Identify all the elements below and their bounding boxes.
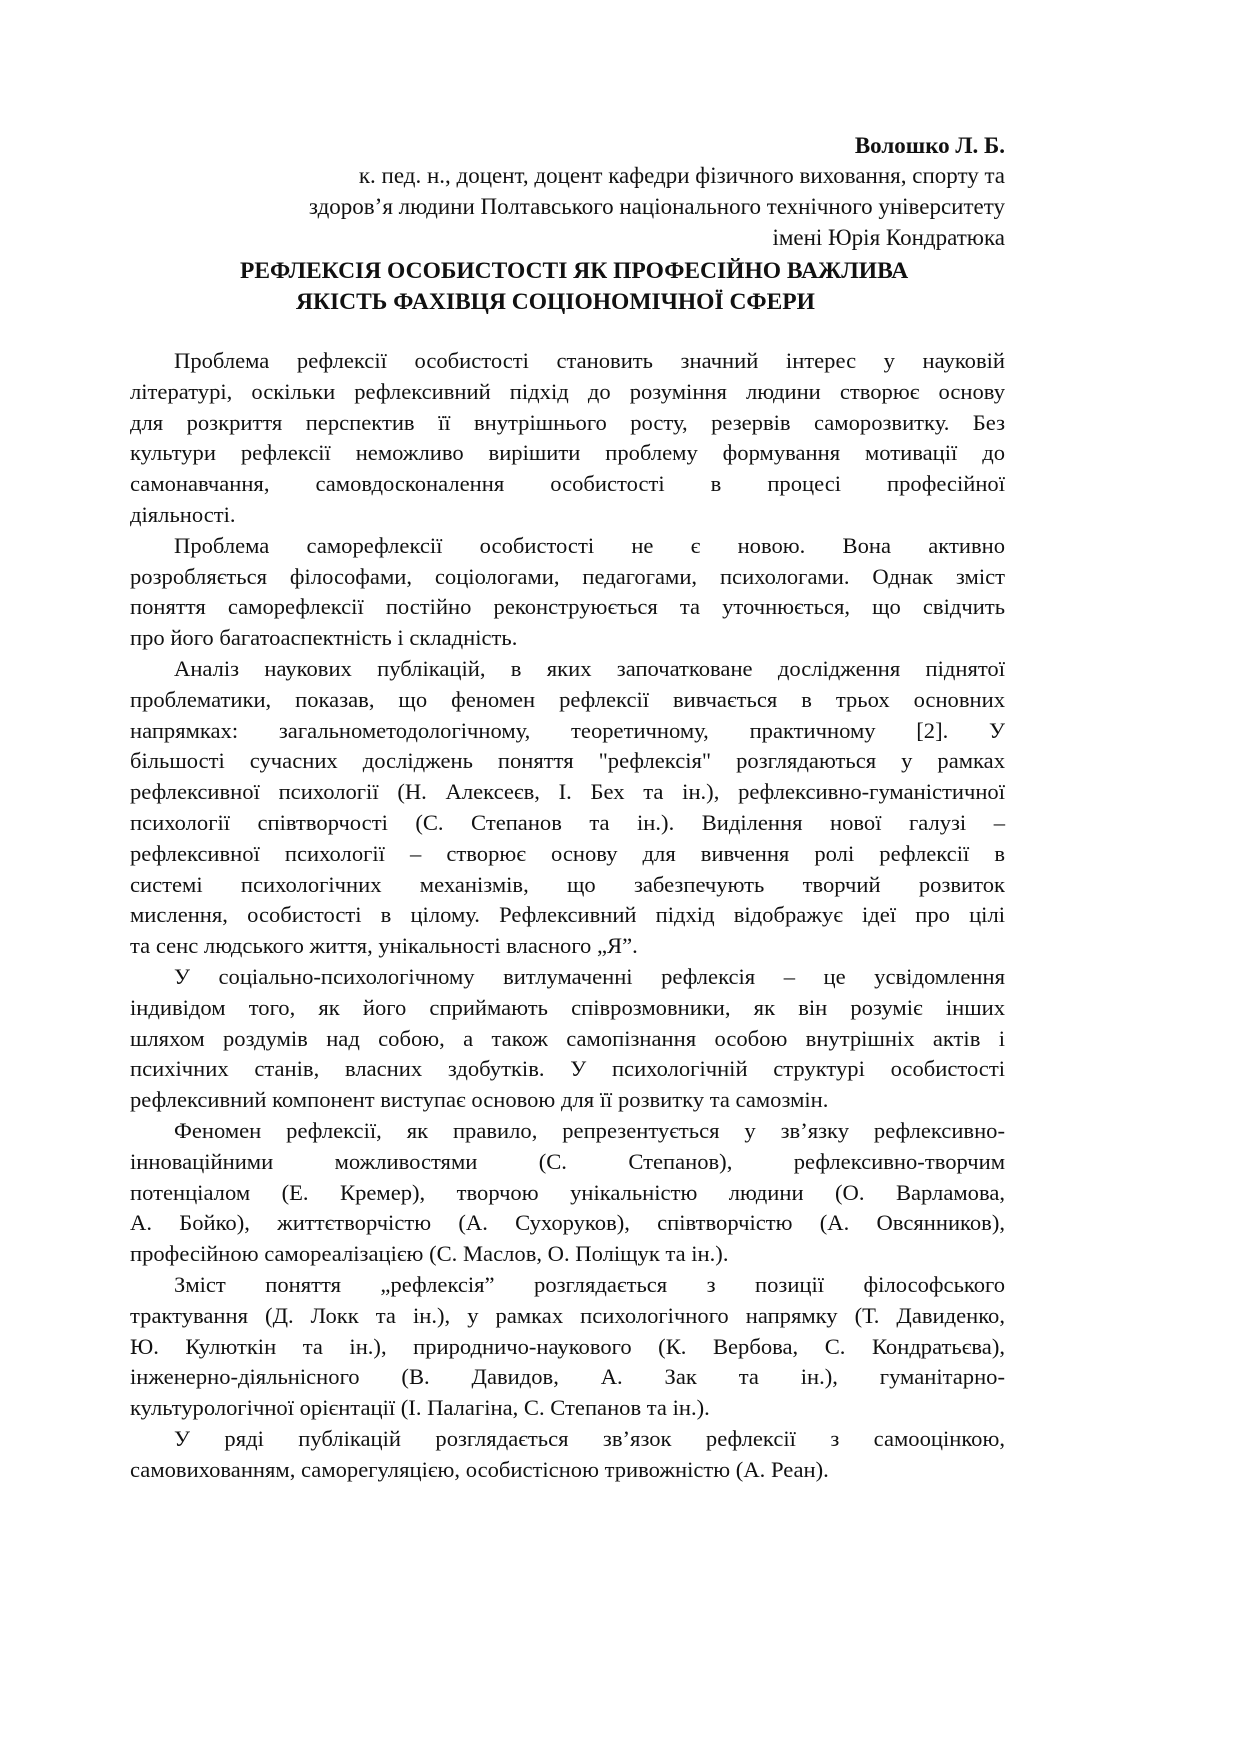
paragraph (130, 1270, 1005, 1424)
paragraph (130, 531, 1005, 654)
article-body (130, 346, 1005, 1485)
paragraph-line: А. Бойко), життєтворчістю (А. Сухоруков), співтворчістю (А. Овсянников), (130, 1210, 1005, 1236)
paragraph-line: У соціально-психологічному витлумаченні рефлексія – це усвідомлення (174, 963, 1005, 989)
title-line: ЯКІСТЬ ФАХІВЦЯ СОЦІОНОМІЧНОЇ СФЕРИ (296, 289, 815, 315)
paragraph-line: діяльності. (130, 501, 236, 527)
paragraph (130, 962, 1005, 1116)
paragraph-line: інженерно-діяльнісного (В. Давидов, А. Зак та ін.), гуманітарно- (130, 1364, 1005, 1390)
paragraph (130, 1424, 1005, 1486)
paragraph-line: культури рефлексії неможливо вирішити проблему формування мотивації до (130, 440, 1005, 466)
paragraph-line: напрямках: загальнометодологічному, теоретичному, практичному [2]. У (130, 717, 1005, 743)
paragraph-line: системі психологічних механізмів, що забезпечують творчий розвиток (130, 871, 1005, 897)
title-line: РЕФЛЕКСІЯ ОСОБИСТОСТІ ЯК ПРОФЕСІЙНО ВАЖЛИВА (240, 258, 909, 284)
paragraph-line: Зміст поняття „рефлексія” розглядається з позиції філософського (174, 1271, 1005, 1297)
paragraph-line: та сенс людського життя, унікальності власного „Я”. (130, 933, 638, 959)
author-name: Волошко Л. Б. (854, 133, 1005, 158)
paragraph-line: про його багатоаспектність і складність. (130, 625, 518, 651)
paragraph-line: літературі, оскільки рефлексивний підхід до розуміння людини створює основу (130, 378, 1005, 404)
paragraph-line: Ю. Кулюткін та ін.), природничо-наукового (К. Вербова, С. Кондратьєва), (130, 1333, 1005, 1359)
paragraph-line: для розкриття перспектив її внутрішнього росту, резервів саморозвитку. Без (130, 409, 1005, 435)
paragraph-line: більшості сучасних досліджень поняття "рефлексія" розглядаються у рамках (130, 748, 1005, 774)
paragraph-line: поняття саморефлексії постійно реконструюється та уточнюється, що свідчить (130, 594, 1005, 620)
paragraph-line: Проблема саморефлексії особистості не є новою. Вона активно (174, 532, 1005, 558)
affiliation-line: здоров’я людини Полтавського національного технічного університету (308, 194, 1005, 219)
affiliation-line: імені Юрія Кондратюка (772, 225, 1005, 250)
paragraph-line: Аналіз наукових публікацій, в яких започатковане дослідження піднятої (174, 655, 1005, 681)
paragraph-line: Проблема рефлексії особистості становить значний інтерес у науковій (174, 348, 1005, 373)
paragraph-line: рефлексивний компонент виступає основою для її розвитку та самозмін. (130, 1087, 829, 1113)
affiliation-line: к. пед. н., доцент, доцент кафедри фізичного виховання, спорту та (358, 163, 1005, 188)
paragraph-line: У ряді публікацій розглядається зв’язок рефлексії з самооцінкою, (174, 1425, 1005, 1451)
paragraph-line: потенціалом (Е. Кремер), творчою унікальністю людини (О. Варламова, (130, 1179, 1005, 1205)
paragraph-line: психології співтворчості (С. Степанов та ін.). Виділення нової галузі – (130, 809, 1005, 835)
paragraph (130, 654, 1005, 962)
paragraph (130, 346, 1005, 531)
paragraph-line: Феномен рефлексії, як правило, репрезентується у зв’язку рефлексивно- (174, 1117, 1005, 1143)
paragraph-line: шляхом роздумів над собою, а також самопізнання особою внутрішніх актів і (130, 1025, 1005, 1051)
author-affiliation (309, 160, 1005, 253)
paragraph-line: інноваційними можливостями (С. Степанов), рефлексивно-творчим (130, 1148, 1005, 1174)
paragraph-line: розробляється філософами, соціологами, педагогами, психологами. Однак зміст (130, 563, 1005, 589)
paragraph-line: рефлексивної психології (Н. Алексеєв, І. Бех та ін.), рефлексивно-гуманістичної (130, 779, 1005, 805)
paragraph-line: самовихованням, саморегуляцією, особистісною тривожністю (А. Реан). (130, 1456, 829, 1482)
paragraph-line: індивідом того, як його сприймають співрозмовники, як він розуміє інших (130, 994, 1005, 1020)
paragraph (130, 1116, 1005, 1270)
paragraph-line: психічних станів, власних здобутків. У психологічній структурі особистості (130, 1056, 1005, 1082)
paragraph-line: трактування (Д. Локк та ін.), у рамках психологічного напрямку (Т. Давиденко, (130, 1302, 1005, 1328)
article-title (130, 256, 1005, 318)
paragraph-line: культурологічної орієнтації (І. Палагіна, С. Степанов та ін.). (130, 1395, 710, 1421)
paragraph-line: самонавчання, самовдосконалення особистості в процесі професійної (130, 471, 1005, 497)
paragraph-line: мислення, особистості в цілому. Рефлексивний підхід відображує ідеї про цілі (130, 902, 1005, 928)
paragraph-line: професійною самореалізацією (С. Маслов, О. Поліщук та ін.). (130, 1241, 729, 1267)
paragraph-line: проблематики, показав, що феномен рефлексії вивчається в трьох основних (130, 686, 1005, 712)
paragraph-line: рефлексивної психології – створює основу для вивчення ролі рефлексії в (130, 840, 1005, 866)
